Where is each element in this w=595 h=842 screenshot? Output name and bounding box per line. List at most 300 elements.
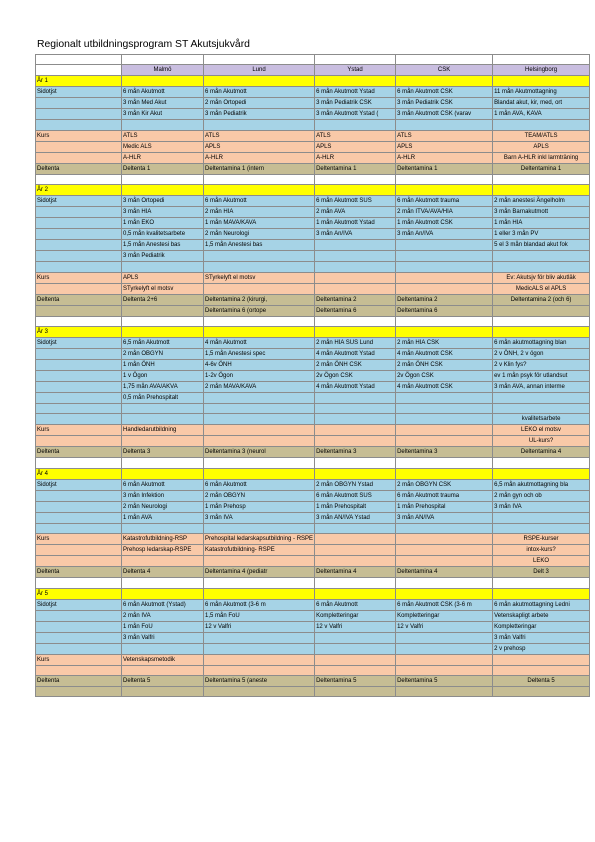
table-cell[interactable] bbox=[204, 654, 315, 665]
table-cell[interactable]: 1 v Ögon bbox=[122, 370, 204, 381]
table-cell[interactable] bbox=[396, 185, 493, 196]
row-label-cell[interactable]: Deltenta bbox=[36, 294, 122, 305]
table-cell[interactable] bbox=[396, 654, 493, 665]
table-cell[interactable]: A-HLR bbox=[204, 152, 315, 163]
table-cell[interactable] bbox=[122, 643, 204, 654]
row-label-cell[interactable]: Sidotjst bbox=[36, 196, 122, 207]
row-label-cell[interactable] bbox=[36, 501, 122, 512]
row-label-cell[interactable] bbox=[36, 632, 122, 643]
row-label-cell[interactable] bbox=[36, 665, 122, 675]
table-cell[interactable]: Katastrofutbildning- RSPE bbox=[204, 545, 315, 556]
table-cell[interactable]: Deltentamina 3 bbox=[315, 447, 396, 458]
table-cell[interactable] bbox=[122, 458, 204, 468]
table-cell[interactable] bbox=[396, 588, 493, 599]
table-cell[interactable]: 4 mån Akutmott Ystad bbox=[315, 348, 396, 359]
table-cell[interactable]: 1,75 mån AVA/AKVA bbox=[122, 381, 204, 392]
table-cell[interactable]: 2 v ÖNH, 2 v ögon bbox=[493, 348, 590, 359]
table-cell[interactable]: Kompletteringar bbox=[396, 610, 493, 621]
table-cell[interactable]: 3 mån Kir Akut bbox=[122, 109, 204, 120]
table-cell[interactable]: 6 mån Akutmott CSK (3-6 m bbox=[396, 599, 493, 610]
row-label-cell[interactable]: Deltenta bbox=[36, 447, 122, 458]
table-cell[interactable]: 6 mån Akutmott trauma bbox=[396, 196, 493, 207]
table-cell[interactable] bbox=[396, 283, 493, 294]
table-cell[interactable]: 1 mån Prehospital bbox=[396, 501, 493, 512]
table-cell[interactable]: 2 mån HIA CSK bbox=[396, 337, 493, 348]
table-cell[interactable] bbox=[122, 305, 204, 316]
table-cell[interactable]: 5 el 3 mån blandad akut fok bbox=[493, 240, 590, 251]
table-cell[interactable] bbox=[493, 665, 590, 675]
table-cell[interactable] bbox=[204, 251, 315, 262]
table-cell[interactable] bbox=[396, 174, 493, 184]
table-cell[interactable]: 1,5 mån Anestesi spec bbox=[204, 348, 315, 359]
row-label-cell[interactable] bbox=[36, 381, 122, 392]
table-cell[interactable] bbox=[204, 283, 315, 294]
table-cell[interactable]: 2 mån Neurologi bbox=[204, 229, 315, 240]
table-cell[interactable]: 2v Ögon CSK bbox=[396, 370, 493, 381]
table-cell[interactable] bbox=[396, 436, 493, 447]
table-cell[interactable]: Ystad bbox=[315, 65, 396, 76]
table-cell[interactable] bbox=[122, 414, 204, 425]
table-cell[interactable] bbox=[315, 316, 396, 326]
table-cell[interactable]: Deltentamina 1 bbox=[493, 163, 590, 174]
table-cell[interactable]: 6 mån Akutmott bbox=[122, 87, 204, 98]
table-cell[interactable] bbox=[315, 643, 396, 654]
table-cell[interactable] bbox=[204, 643, 315, 654]
table-cell[interactable] bbox=[315, 174, 396, 184]
table-cell[interactable] bbox=[204, 76, 315, 87]
table-cell[interactable] bbox=[204, 326, 315, 337]
row-label-cell[interactable] bbox=[36, 610, 122, 621]
table-cell[interactable] bbox=[204, 414, 315, 425]
table-cell[interactable]: 6 mån akutmottagning blan bbox=[493, 337, 590, 348]
table-cell[interactable] bbox=[204, 686, 315, 696]
table-cell[interactable] bbox=[204, 436, 315, 447]
row-label-cell[interactable] bbox=[36, 490, 122, 501]
table-cell[interactable]: Deltenta 5 bbox=[122, 675, 204, 686]
table-cell[interactable]: 12 v Valfri bbox=[396, 621, 493, 632]
table-cell[interactable]: 6 mån Akutmott SUS bbox=[315, 490, 396, 501]
table-cell[interactable] bbox=[493, 251, 590, 262]
table-cell[interactable]: 1 mån HIA bbox=[493, 218, 590, 229]
table-cell[interactable]: 2 mån IVA bbox=[122, 610, 204, 621]
table-cell[interactable]: 4 mån Akutmott Ystad bbox=[315, 381, 396, 392]
table-cell[interactable]: Deltentamina 4 bbox=[493, 447, 590, 458]
table-cell[interactable] bbox=[396, 262, 493, 272]
table-cell[interactable]: 3 mån Pediatrik bbox=[122, 251, 204, 262]
table-cell[interactable]: LEKO el motsv bbox=[493, 425, 590, 436]
table-cell[interactable] bbox=[204, 316, 315, 326]
table-cell[interactable] bbox=[493, 654, 590, 665]
table-cell[interactable] bbox=[396, 272, 493, 283]
table-cell[interactable] bbox=[204, 55, 315, 65]
table-cell[interactable] bbox=[396, 632, 493, 643]
table-cell[interactable]: 3 mån Akutmott Ystad ( bbox=[315, 109, 396, 120]
row-label-cell[interactable] bbox=[36, 414, 122, 425]
table-cell[interactable] bbox=[396, 578, 493, 588]
table-cell[interactable] bbox=[396, 643, 493, 654]
table-cell[interactable] bbox=[315, 654, 396, 665]
table-cell[interactable] bbox=[204, 632, 315, 643]
table-cell[interactable] bbox=[204, 468, 315, 479]
table-cell[interactable]: Deltenta 2+6 bbox=[122, 294, 204, 305]
table-cell[interactable] bbox=[122, 174, 204, 184]
row-label-cell[interactable]: Deltenta bbox=[36, 567, 122, 578]
table-cell[interactable]: 6 mån Akutmott bbox=[204, 87, 315, 98]
table-cell[interactable] bbox=[396, 665, 493, 675]
table-cell[interactable]: Deltentamina 1 bbox=[396, 163, 493, 174]
table-cell[interactable]: 2 mån ÖNH CSK bbox=[315, 359, 396, 370]
table-cell[interactable]: 2 v Klin fys? bbox=[493, 359, 590, 370]
row-label-cell[interactable]: År 2 bbox=[36, 185, 122, 196]
table-cell[interactable]: 6 mån Akutmott bbox=[204, 479, 315, 490]
row-label-cell[interactable] bbox=[36, 686, 122, 696]
table-cell[interactable] bbox=[122, 403, 204, 413]
table-cell[interactable]: STyrkelyft el motsv bbox=[122, 283, 204, 294]
table-cell[interactable]: 1 mån ÖNH bbox=[122, 359, 204, 370]
table-cell[interactable] bbox=[204, 578, 315, 588]
table-cell[interactable] bbox=[493, 686, 590, 696]
table-cell[interactable] bbox=[204, 392, 315, 403]
row-label-cell[interactable]: Sidotjst bbox=[36, 337, 122, 348]
table-cell[interactable] bbox=[315, 588, 396, 599]
table-cell[interactable] bbox=[204, 120, 315, 130]
table-cell[interactable]: Deltentamina 6 bbox=[396, 305, 493, 316]
table-cell[interactable]: Deltentamina 2 (och 6) bbox=[493, 294, 590, 305]
table-cell[interactable]: 6 mån Akutmott (Ystad) bbox=[122, 599, 204, 610]
row-label-cell[interactable]: Kurs bbox=[36, 534, 122, 545]
row-label-cell[interactable]: Kurs bbox=[36, 272, 122, 283]
table-cell[interactable] bbox=[396, 458, 493, 468]
row-label-cell[interactable] bbox=[36, 621, 122, 632]
table-cell[interactable] bbox=[315, 414, 396, 425]
row-label-cell[interactable] bbox=[36, 348, 122, 359]
table-cell[interactable]: Deltenta 1 bbox=[122, 163, 204, 174]
row-label-cell[interactable] bbox=[36, 458, 122, 468]
table-cell[interactable]: 6 mån Akutmott bbox=[122, 479, 204, 490]
table-cell[interactable]: 2 mån OBGYN bbox=[122, 348, 204, 359]
table-cell[interactable] bbox=[396, 545, 493, 556]
table-cell[interactable] bbox=[396, 240, 493, 251]
table-cell[interactable] bbox=[396, 534, 493, 545]
table-cell[interactable]: ATLS bbox=[204, 130, 315, 141]
table-cell[interactable]: Deltentamina 2 bbox=[315, 294, 396, 305]
table-cell[interactable] bbox=[493, 55, 590, 65]
table-cell[interactable]: 2 mån Ortopedi bbox=[204, 98, 315, 109]
table-cell[interactable] bbox=[493, 458, 590, 468]
table-cell[interactable] bbox=[122, 76, 204, 87]
table-cell[interactable]: 0,5 mån Prehospitalt bbox=[122, 392, 204, 403]
table-cell[interactable]: 6,5 mån Akutmott bbox=[122, 337, 204, 348]
table-cell[interactable]: 3 mån IVA bbox=[204, 512, 315, 523]
table-cell[interactable]: 3 mån Valfri bbox=[122, 632, 204, 643]
row-label-cell[interactable] bbox=[36, 556, 122, 567]
table-cell[interactable] bbox=[493, 305, 590, 316]
table-cell[interactable]: Deltentamina 4 (pediatr bbox=[204, 567, 315, 578]
table-cell[interactable] bbox=[204, 262, 315, 272]
table-cell[interactable] bbox=[315, 578, 396, 588]
table-cell[interactable]: 1,5 mån Anestesi bas bbox=[122, 240, 204, 251]
table-cell[interactable] bbox=[204, 523, 315, 533]
table-cell[interactable]: 6 mån akutmottagning Ledni bbox=[493, 599, 590, 610]
table-cell[interactable] bbox=[315, 283, 396, 294]
table-cell[interactable]: Deltentamina 5 bbox=[315, 675, 396, 686]
table-cell[interactable]: CSK bbox=[396, 65, 493, 76]
table-cell[interactable] bbox=[396, 120, 493, 130]
row-label-cell[interactable] bbox=[36, 436, 122, 447]
table-cell[interactable] bbox=[315, 534, 396, 545]
table-cell[interactable]: Deltentamina 4 bbox=[396, 567, 493, 578]
table-cell[interactable] bbox=[315, 665, 396, 675]
table-cell[interactable]: 3 mån An/IVA bbox=[315, 229, 396, 240]
table-cell[interactable]: ATLS bbox=[122, 130, 204, 141]
table-cell[interactable]: 2 mån HIA SUS Lund bbox=[315, 337, 396, 348]
table-cell[interactable]: Barn A-HLR inkl larmträning bbox=[493, 152, 590, 163]
table-cell[interactable]: 12 v Valfri bbox=[315, 621, 396, 632]
table-cell[interactable]: 3 mån AN/IVA bbox=[396, 512, 493, 523]
table-cell[interactable]: Deltentamina 1 bbox=[315, 163, 396, 174]
table-cell[interactable]: 2 mån OBGYN bbox=[204, 490, 315, 501]
table-cell[interactable] bbox=[122, 523, 204, 533]
table-cell[interactable] bbox=[315, 262, 396, 272]
table-cell[interactable]: 6 mån Akutmott CSK bbox=[396, 87, 493, 98]
table-cell[interactable]: 0,5 mån kvalitetsarbete bbox=[122, 229, 204, 240]
row-label-cell[interactable]: Sidotjst bbox=[36, 479, 122, 490]
table-cell[interactable] bbox=[396, 425, 493, 436]
row-label-cell[interactable] bbox=[36, 643, 122, 654]
row-label-cell[interactable] bbox=[36, 251, 122, 262]
table-cell[interactable] bbox=[396, 403, 493, 413]
table-cell[interactable]: Kompletteringar bbox=[315, 610, 396, 621]
table-cell[interactable] bbox=[396, 316, 493, 326]
row-label-cell[interactable] bbox=[36, 120, 122, 130]
table-cell[interactable]: 1,5 mån FoU bbox=[204, 610, 315, 621]
table-cell[interactable]: 3 mån Pediatrik CSK bbox=[315, 98, 396, 109]
row-label-cell[interactable] bbox=[36, 370, 122, 381]
table-cell[interactable]: Prehospital ledarskapsutbildning - RSPE bbox=[204, 534, 315, 545]
table-cell[interactable] bbox=[396, 468, 493, 479]
row-label-cell[interactable] bbox=[36, 240, 122, 251]
table-cell[interactable]: 3 mån AVA, annan interme bbox=[493, 381, 590, 392]
row-label-cell[interactable]: År 5 bbox=[36, 588, 122, 599]
table-cell[interactable]: 3 mån Ortopedi bbox=[122, 196, 204, 207]
table-cell[interactable] bbox=[204, 403, 315, 413]
table-cell[interactable] bbox=[315, 240, 396, 251]
table-cell[interactable] bbox=[315, 55, 396, 65]
table-cell[interactable]: 1 eller 3 mån PV bbox=[493, 229, 590, 240]
table-cell[interactable]: Deltentamina 3 bbox=[396, 447, 493, 458]
table-cell[interactable]: 6 mån Akutmott (3-6 m bbox=[204, 599, 315, 610]
table-cell[interactable]: 1 mån AVA bbox=[122, 512, 204, 523]
table-cell[interactable] bbox=[493, 392, 590, 403]
table-cell[interactable]: Deltenta 5 bbox=[493, 675, 590, 686]
table-cell[interactable] bbox=[315, 76, 396, 87]
table-cell[interactable] bbox=[315, 686, 396, 696]
table-cell[interactable]: Vetenskapsmetodik bbox=[122, 654, 204, 665]
table-cell[interactable]: 1 mån FoU bbox=[122, 621, 204, 632]
table-cell[interactable] bbox=[396, 414, 493, 425]
table-cell[interactable] bbox=[396, 686, 493, 696]
table-cell[interactable]: Deltentamina 6 (ortope bbox=[204, 305, 315, 316]
row-label-cell[interactable] bbox=[36, 109, 122, 120]
table-cell[interactable]: Malmö bbox=[122, 65, 204, 76]
table-cell[interactable] bbox=[122, 556, 204, 567]
table-cell[interactable]: Deltenta 4 bbox=[122, 567, 204, 578]
table-cell[interactable] bbox=[122, 665, 204, 675]
row-label-cell[interactable] bbox=[36, 578, 122, 588]
row-label-cell[interactable] bbox=[36, 403, 122, 413]
table-cell[interactable] bbox=[315, 545, 396, 556]
table-cell[interactable]: 2 mån anestesi Ängelholm bbox=[493, 196, 590, 207]
row-label-cell[interactable] bbox=[36, 174, 122, 184]
table-cell[interactable] bbox=[493, 262, 590, 272]
table-cell[interactable]: RSPE-kurser bbox=[493, 534, 590, 545]
row-label-cell[interactable]: Deltenta bbox=[36, 163, 122, 174]
table-cell[interactable]: 2 mån OBGYN CSK bbox=[396, 479, 493, 490]
table-cell[interactable]: A-HLR bbox=[396, 152, 493, 163]
table-cell[interactable]: 3 mån Akutmott CSK (varav bbox=[396, 109, 493, 120]
table-cell[interactable] bbox=[315, 326, 396, 337]
row-label-cell[interactable] bbox=[36, 392, 122, 403]
row-label-cell[interactable]: Kurs bbox=[36, 654, 122, 665]
table-cell[interactable]: 3 mån Valfri bbox=[493, 632, 590, 643]
row-label-cell[interactable] bbox=[36, 545, 122, 556]
table-cell[interactable] bbox=[204, 588, 315, 599]
table-cell[interactable]: A-HLR bbox=[122, 152, 204, 163]
table-cell[interactable]: intox-kurs? bbox=[493, 545, 590, 556]
table-cell[interactable]: 3 mån IVA bbox=[493, 501, 590, 512]
table-cell[interactable]: Deltentamina 3 (neurol bbox=[204, 447, 315, 458]
row-label-cell[interactable] bbox=[36, 98, 122, 109]
row-label-cell[interactable] bbox=[36, 262, 122, 272]
row-label-cell[interactable]: År 4 bbox=[36, 468, 122, 479]
table-cell[interactable] bbox=[204, 174, 315, 184]
table-cell[interactable]: ATLS bbox=[396, 130, 493, 141]
table-cell[interactable] bbox=[396, 523, 493, 533]
table-cell[interactable] bbox=[122, 326, 204, 337]
table-cell[interactable] bbox=[122, 686, 204, 696]
table-cell[interactable] bbox=[493, 523, 590, 533]
table-cell[interactable]: APLS bbox=[122, 272, 204, 283]
table-cell[interactable]: 4 mån Akutmott bbox=[204, 337, 315, 348]
table-cell[interactable] bbox=[204, 185, 315, 196]
table-cell[interactable] bbox=[396, 55, 493, 65]
table-cell[interactable] bbox=[396, 326, 493, 337]
table-cell[interactable]: MedicALS el APLS bbox=[493, 283, 590, 294]
table-cell[interactable]: 4 mån Akutmott CSK bbox=[396, 348, 493, 359]
table-cell[interactable]: 3 mån Infektion bbox=[122, 490, 204, 501]
table-cell[interactable]: Deltentamina 1 (intern bbox=[204, 163, 315, 174]
table-cell[interactable]: Delt 3 bbox=[493, 567, 590, 578]
row-label-cell[interactable] bbox=[36, 152, 122, 163]
table-cell[interactable] bbox=[122, 316, 204, 326]
table-cell[interactable]: Deltentamina 2 bbox=[396, 294, 493, 305]
table-cell[interactable]: 4-6v ÖNH bbox=[204, 359, 315, 370]
table-cell[interactable]: Blandat akut, kir, med, ort bbox=[493, 98, 590, 109]
table-cell[interactable]: 6 mån Akutmott Ystad bbox=[315, 87, 396, 98]
row-label-cell[interactable]: Deltenta bbox=[36, 675, 122, 686]
table-cell[interactable]: Deltentamina 5 (aneste bbox=[204, 675, 315, 686]
row-label-cell[interactable] bbox=[36, 218, 122, 229]
table-cell[interactable] bbox=[493, 76, 590, 87]
row-label-cell[interactable]: Sidotjst bbox=[36, 599, 122, 610]
table-cell[interactable] bbox=[204, 665, 315, 675]
table-cell[interactable]: Deltentamina 4 bbox=[315, 567, 396, 578]
row-label-cell[interactable] bbox=[36, 65, 122, 76]
table-cell[interactable]: APLS bbox=[204, 141, 315, 152]
table-cell[interactable]: APLS bbox=[315, 141, 396, 152]
row-label-cell[interactable]: Kurs bbox=[36, 130, 122, 141]
table-cell[interactable] bbox=[493, 403, 590, 413]
table-cell[interactable]: 2 mån Neurologi bbox=[122, 501, 204, 512]
table-cell[interactable]: 2 mån OBGYN Ystad bbox=[315, 479, 396, 490]
table-cell[interactable] bbox=[315, 468, 396, 479]
row-label-cell[interactable] bbox=[36, 229, 122, 240]
table-cell[interactable]: 3 mån Pediatrik bbox=[204, 109, 315, 120]
table-cell[interactable] bbox=[493, 326, 590, 337]
table-cell[interactable] bbox=[122, 468, 204, 479]
table-cell[interactable] bbox=[315, 436, 396, 447]
table-cell[interactable] bbox=[493, 512, 590, 523]
table-cell[interactable] bbox=[204, 425, 315, 436]
table-cell[interactable] bbox=[315, 425, 396, 436]
table-cell[interactable]: 2 mån ÖNH CSK bbox=[396, 359, 493, 370]
row-label-cell[interactable] bbox=[36, 207, 122, 218]
table-cell[interactable] bbox=[122, 185, 204, 196]
table-cell[interactable] bbox=[396, 76, 493, 87]
table-cell[interactable] bbox=[204, 556, 315, 567]
table-cell[interactable]: Medic ALS bbox=[122, 141, 204, 152]
table-cell[interactable] bbox=[122, 436, 204, 447]
table-cell[interactable]: 1 mån AVA, KAVA bbox=[493, 109, 590, 120]
table-cell[interactable] bbox=[315, 392, 396, 403]
table-cell[interactable]: 12 v Valfri bbox=[204, 621, 315, 632]
table-cell[interactable]: Deltentamina 2 (kirurgi, bbox=[204, 294, 315, 305]
table-cell[interactable] bbox=[315, 251, 396, 262]
table-cell[interactable]: 3 mån Med Akut bbox=[122, 98, 204, 109]
table-cell[interactable]: 2 mån HIA bbox=[204, 207, 315, 218]
table-cell[interactable]: ev 1 mån psyk för utlandsut bbox=[493, 370, 590, 381]
table-cell[interactable]: STyrkelyft el motsv bbox=[204, 272, 315, 283]
table-cell[interactable]: 6 mån Akutmott bbox=[204, 196, 315, 207]
table-cell[interactable]: 3 mån HIA bbox=[122, 207, 204, 218]
table-cell[interactable] bbox=[315, 523, 396, 533]
table-cell[interactable] bbox=[493, 120, 590, 130]
table-cell[interactable]: APLS bbox=[493, 141, 590, 152]
table-cell[interactable]: TEAM/ATLS bbox=[493, 130, 590, 141]
row-label-cell[interactable]: År 1 bbox=[36, 76, 122, 87]
table-cell[interactable]: UL-kurs? bbox=[493, 436, 590, 447]
table-cell[interactable] bbox=[122, 120, 204, 130]
table-cell[interactable] bbox=[396, 251, 493, 262]
row-label-cell[interactable]: År 3 bbox=[36, 326, 122, 337]
table-cell[interactable] bbox=[122, 578, 204, 588]
table-cell[interactable] bbox=[315, 458, 396, 468]
table-cell[interactable] bbox=[315, 185, 396, 196]
table-cell[interactable]: 2 mån ITVA/AVA/HIA bbox=[396, 207, 493, 218]
table-cell[interactable]: 2v Ögon CSK bbox=[315, 370, 396, 381]
table-cell[interactable]: 2 mån MAVA/KAVA bbox=[204, 381, 315, 392]
table-cell[interactable]: A-HLR bbox=[315, 152, 396, 163]
row-label-cell[interactable]: Kurs bbox=[36, 425, 122, 436]
table-cell[interactable] bbox=[315, 120, 396, 130]
table-cell[interactable]: Ev: Akutsjv för bliv akutläk bbox=[493, 272, 590, 283]
row-label-cell[interactable] bbox=[36, 359, 122, 370]
table-cell[interactable]: 4 mån Akutmott CSK bbox=[396, 381, 493, 392]
table-cell[interactable]: APLS bbox=[396, 141, 493, 152]
table-cell[interactable]: Kompletteringar bbox=[493, 621, 590, 632]
row-label-cell[interactable] bbox=[36, 141, 122, 152]
table-cell[interactable]: 11 mån Akutmottagning bbox=[493, 87, 590, 98]
